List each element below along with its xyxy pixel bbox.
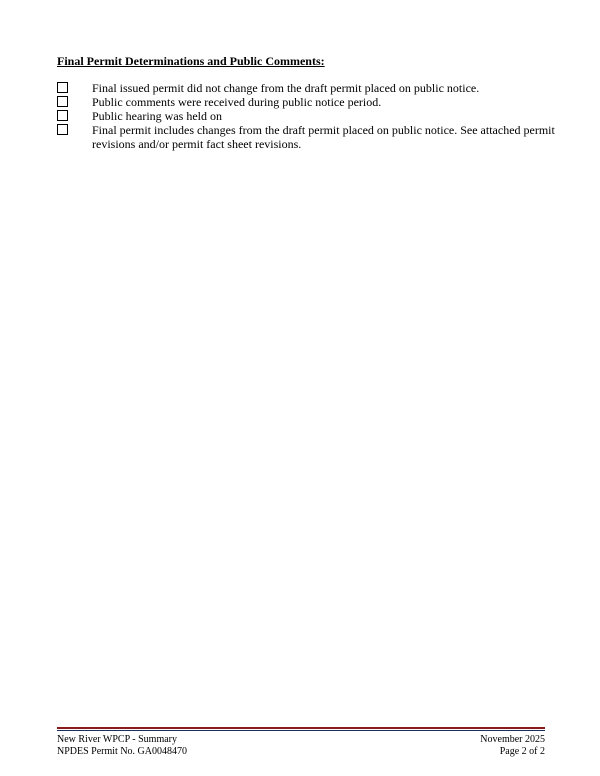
checklist-item-label: Public hearing was held on xyxy=(92,109,222,123)
footer-permit-number: NPDES Permit No. GA0048470 xyxy=(57,746,188,757)
footer-right xyxy=(480,734,545,758)
checklist-item xyxy=(57,95,557,109)
footer-left xyxy=(57,734,187,758)
checklist-item xyxy=(57,81,557,95)
section-heading: Final Permit Determinations and Public Comments: xyxy=(57,54,325,68)
footer-page-number: Page 2 of 2 xyxy=(499,746,545,757)
checklist xyxy=(57,81,557,151)
checklist-item-label: Public comments were received during public notice period. xyxy=(92,95,382,109)
checkbox[interactable] xyxy=(57,124,68,135)
checklist-item-label: Final issued permit did not change from the draft permit placed on public notice. xyxy=(92,81,480,95)
checkbox[interactable] xyxy=(57,110,68,121)
checkbox[interactable] xyxy=(57,96,68,107)
checklist-item-label: Final permit includes changes from the draft permit placed on public notice. See attached permit revisions and/or permit fact sheet revisions. xyxy=(92,123,555,151)
footer-document-title: New River WPCP - Summary xyxy=(57,734,177,745)
checklist-item xyxy=(57,109,557,123)
footer-date: November 2025 xyxy=(480,734,545,745)
footer-rule xyxy=(57,727,545,731)
checkbox[interactable] xyxy=(57,82,68,93)
footer-rule-blue xyxy=(57,730,545,731)
checklist-item xyxy=(57,123,557,151)
